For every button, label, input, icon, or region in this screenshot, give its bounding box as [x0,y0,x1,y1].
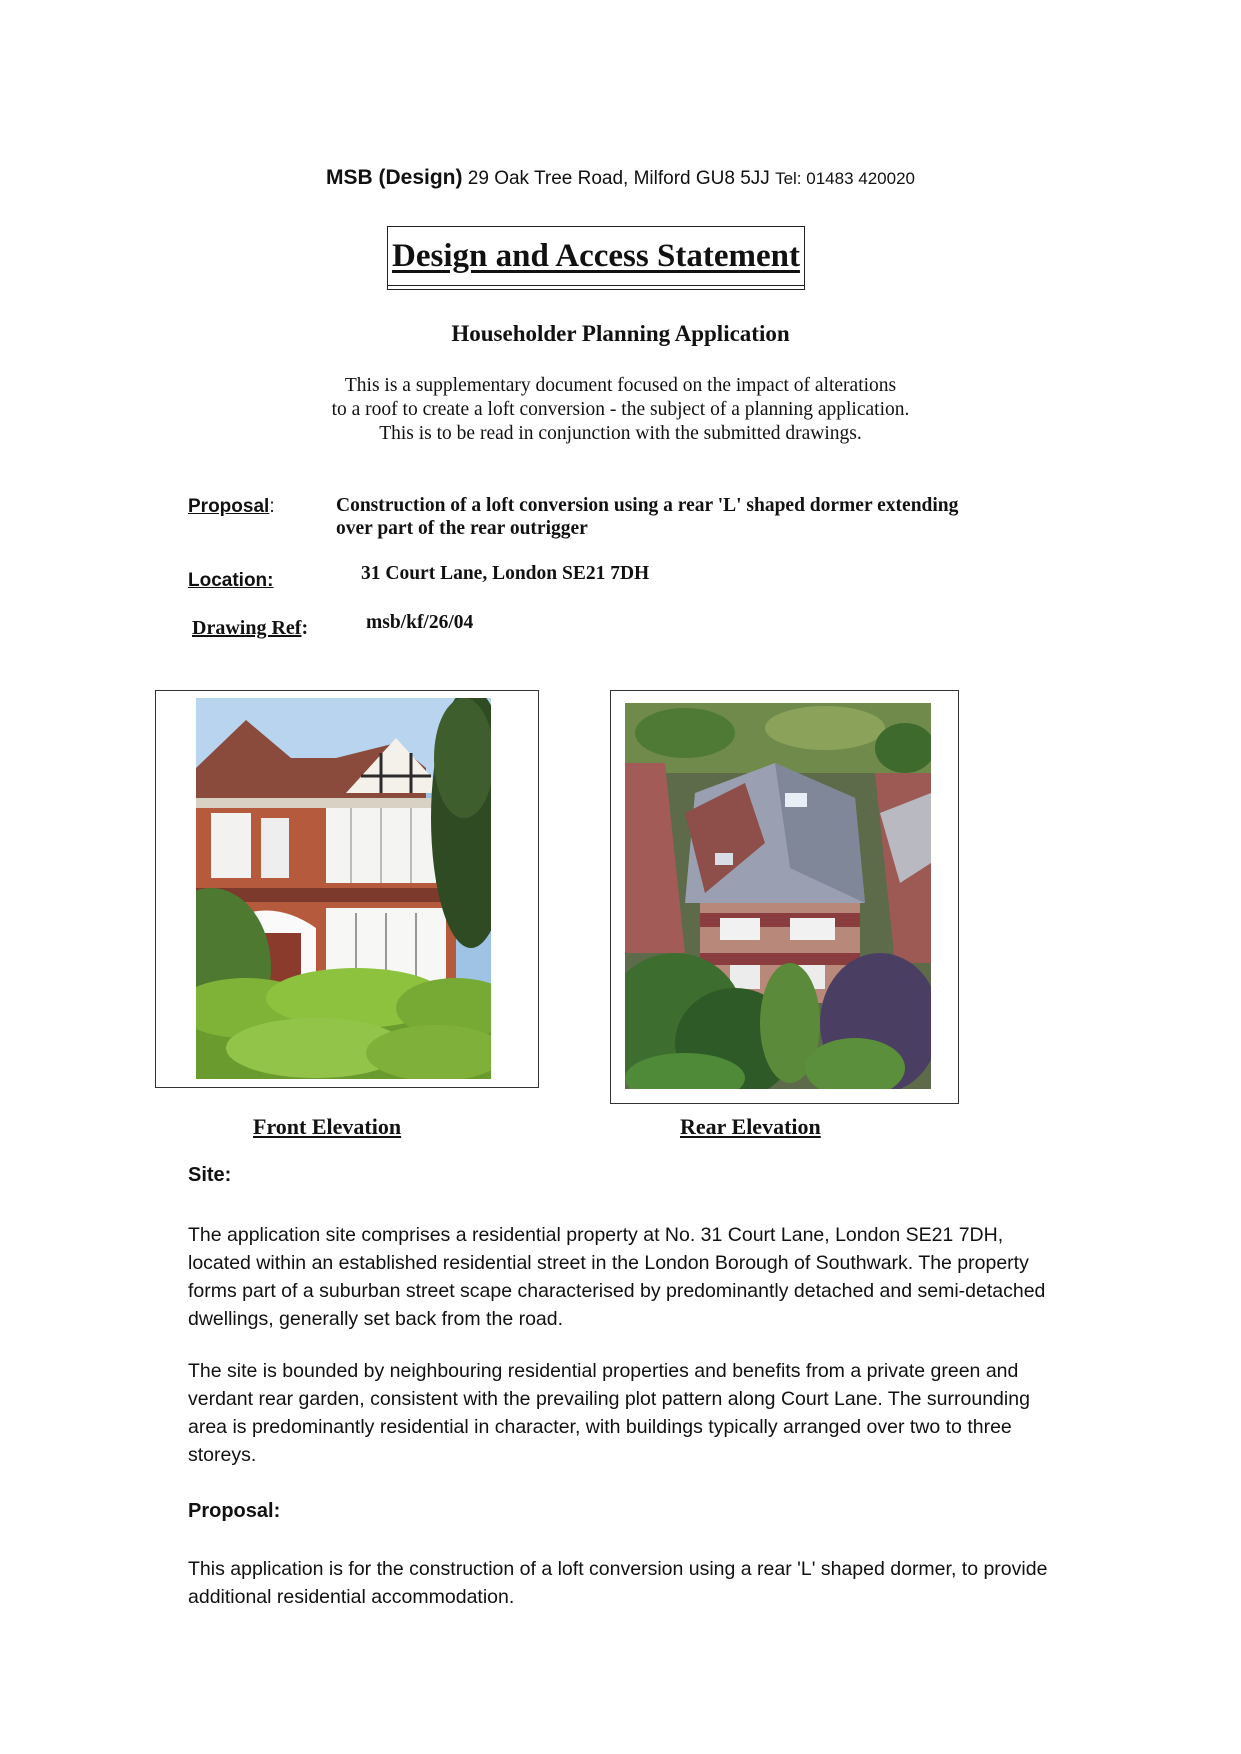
page-title: Design and Access Statement [392,238,800,274]
rear-elevation-frame [610,690,959,1104]
rear-elevation-photo [625,703,931,1089]
location-label: Location: [188,570,274,591]
site-paragraph-1: The application site comprises a residential property at No. 31 Court Lane, London SE21 7DH, located within an established residential street in the London Borough of Southwark. The property forms part of a suburban street scape characterised by predominantly detached and semi-detached dwellings, generally set back from the road. [188,1224,1046,1330]
intro-line: to a roof to create a loft conversion - the subject of a planning application. [331,399,910,420]
front-elevation-caption: Front Elevation [253,1114,402,1139]
front-elevation-frame [155,690,539,1088]
site-heading: Site: [188,1164,232,1186]
proposal-label: Proposal: [188,496,275,517]
firm-telephone: Tel: 01483 420020 [775,169,915,188]
location-value: 31 Court Lane, London SE21 7DH [361,563,650,584]
drawing-ref-value: msb/kf/26/04 [366,612,474,633]
firm-address: 29 Oak Tree Road, Milford GU8 5JJ [467,168,770,189]
firm-name: MSB (Design) [326,166,463,189]
intro-text [0,374,1241,446]
rear-elevation-caption: Rear Elevation [680,1114,821,1139]
firm-header [0,166,1241,190]
front-elevation-photo [196,698,491,1079]
site-paragraph-2: The site is bounded by neighbouring residential properties and benefits from a private green and verdant rear garden, consistent with the prevailing plot pattern along Court Lane. The surrounding area is predominantly residential in character, with buildings typically arranged over two to three storeys. [188,1360,1030,1466]
proposal-value: Construction of a loft conversion using a rear 'L' shaped dormer extending over part of the rear outrigger [336,495,959,539]
proposal-heading: Proposal: [188,1500,281,1522]
intro-line: This is a supplementary document focused on the impact of alterations [344,375,897,396]
drawing-ref-label: Drawing Ref: [192,617,309,639]
intro-line: This is to be read in conjunction with the submitted drawings. [379,423,862,444]
proposal-paragraph: This application is for the construction of a loft conversion using a rear 'L' shaped dormer, to provide additional residential accommodation. [188,1558,1048,1608]
page-subtitle: Householder Planning Application [451,321,790,346]
